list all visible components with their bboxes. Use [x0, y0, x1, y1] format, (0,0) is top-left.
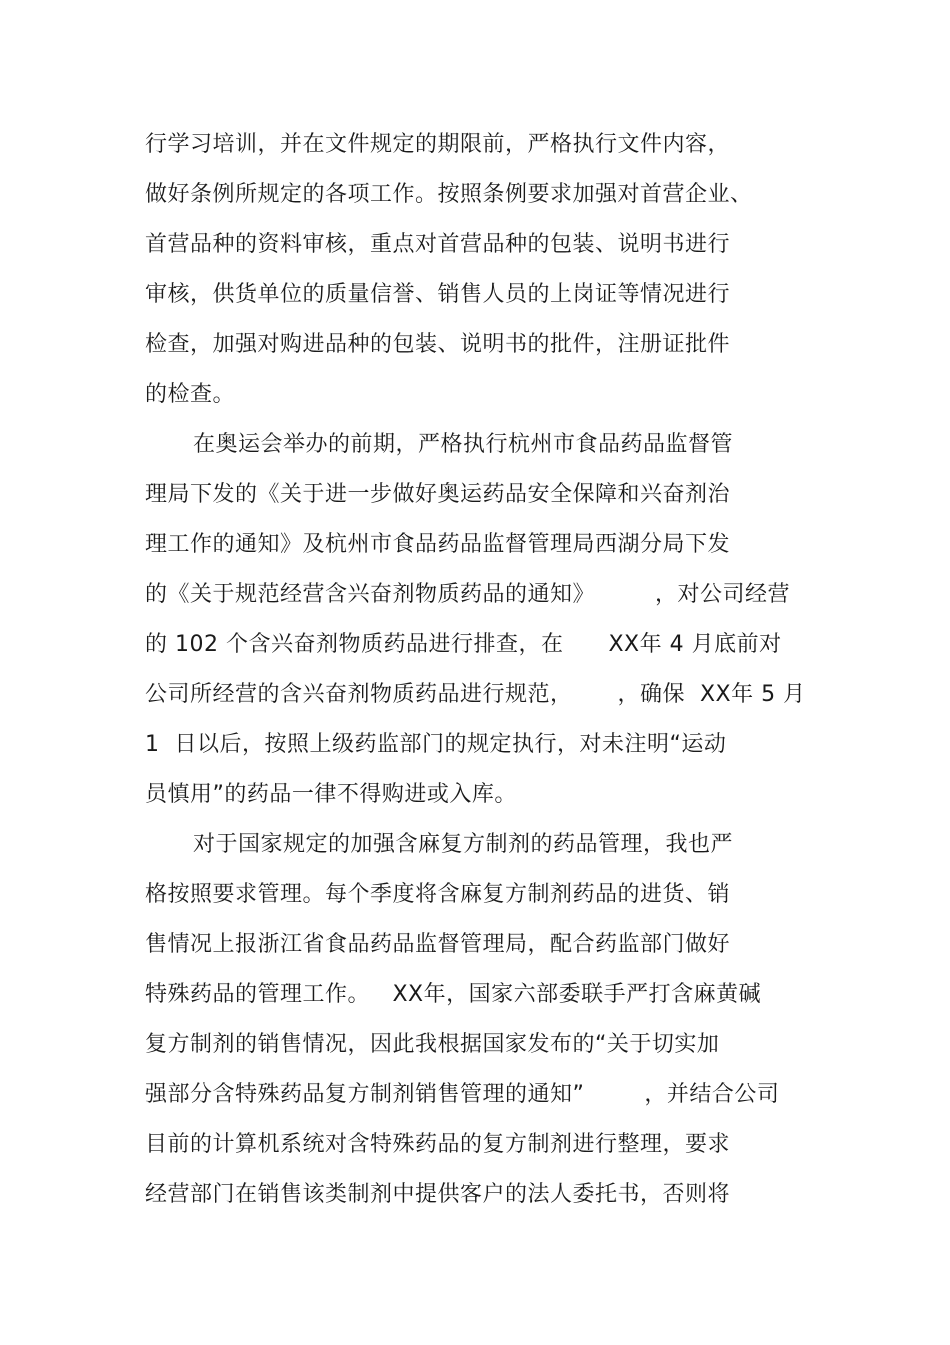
text-line: 的《关于规范经营含兴奋剂物质药品的通知》 ，对公司经营: [145, 582, 790, 607]
text-line: 对于国家规定的加强含麻复方制剂的药品管理，我也严: [193, 832, 734, 857]
text-line: 做好条例所规定的各项工作。按照条例要求加强对首营企业、: [145, 182, 753, 207]
text-line: 强部分含特殊药品复方制剂销售管理的通知” ，并结合公司: [145, 1082, 780, 1107]
text-line: 复方制剂的销售情况，因此我根据国家发布的“关于切实加: [145, 1032, 720, 1057]
text-line: 员慎用”的药品一律不得购进或入库。: [145, 782, 517, 807]
text-line: 格按照要求管理。每个季度将含麻复方制剂药品的进货、销: [145, 882, 731, 907]
text-line: 1 日以后，按照上级药监部门的规定执行，对未注明“运动: [145, 732, 727, 757]
text-line: 行学习培训，并在文件规定的期限前，严格执行文件内容，: [145, 132, 731, 157]
text-line: 的 102 个含兴奋剂物质药品进行排查，在 XX年 4 月底前对: [145, 632, 782, 657]
text-line: 检查，加强对购进品种的包装、说明书的批件，注册证批件: [145, 332, 731, 357]
text-line: 售情况上报浙江省食品药品监督管理局，配合药监部门做好: [145, 932, 731, 957]
text-line: 经营部门在销售该类制剂中提供客户的法人委托书，否则将: [145, 1182, 731, 1207]
paragraph-3: [145, 820, 835, 1220]
text-line: 审核，供货单位的质量信誉、销售人员的上岗证等情况进行: [145, 282, 731, 307]
text-line: 特殊药品的管理工作。 XX年，国家六部委联手严打含麻黄碱: [145, 982, 762, 1007]
text-line: 的检查。: [145, 382, 236, 407]
text-line: 目前的计算机系统对含特殊药品的复方制剂进行整理，要求: [145, 1132, 731, 1157]
text-line: 公司所经营的含兴奋剂物质药品进行规范， ，确保 XX年 5 月: [145, 682, 806, 707]
document-body: [145, 120, 835, 1220]
paragraph-2: [145, 420, 835, 820]
text-line: 在奥运会举办的前期，严格执行杭州市食品药品监督管: [193, 432, 734, 457]
paragraph-1: [145, 120, 835, 420]
text-line: 理局下发的《关于进一步做好奥运药品安全保障和兴奋剂治: [145, 482, 731, 507]
text-line: 理工作的通知》及杭州市食品药品监督管理局西湖分局下发: [145, 532, 731, 557]
text-line: 首营品种的资料审核，重点对首营品种的包装、说明书进行: [145, 232, 731, 257]
